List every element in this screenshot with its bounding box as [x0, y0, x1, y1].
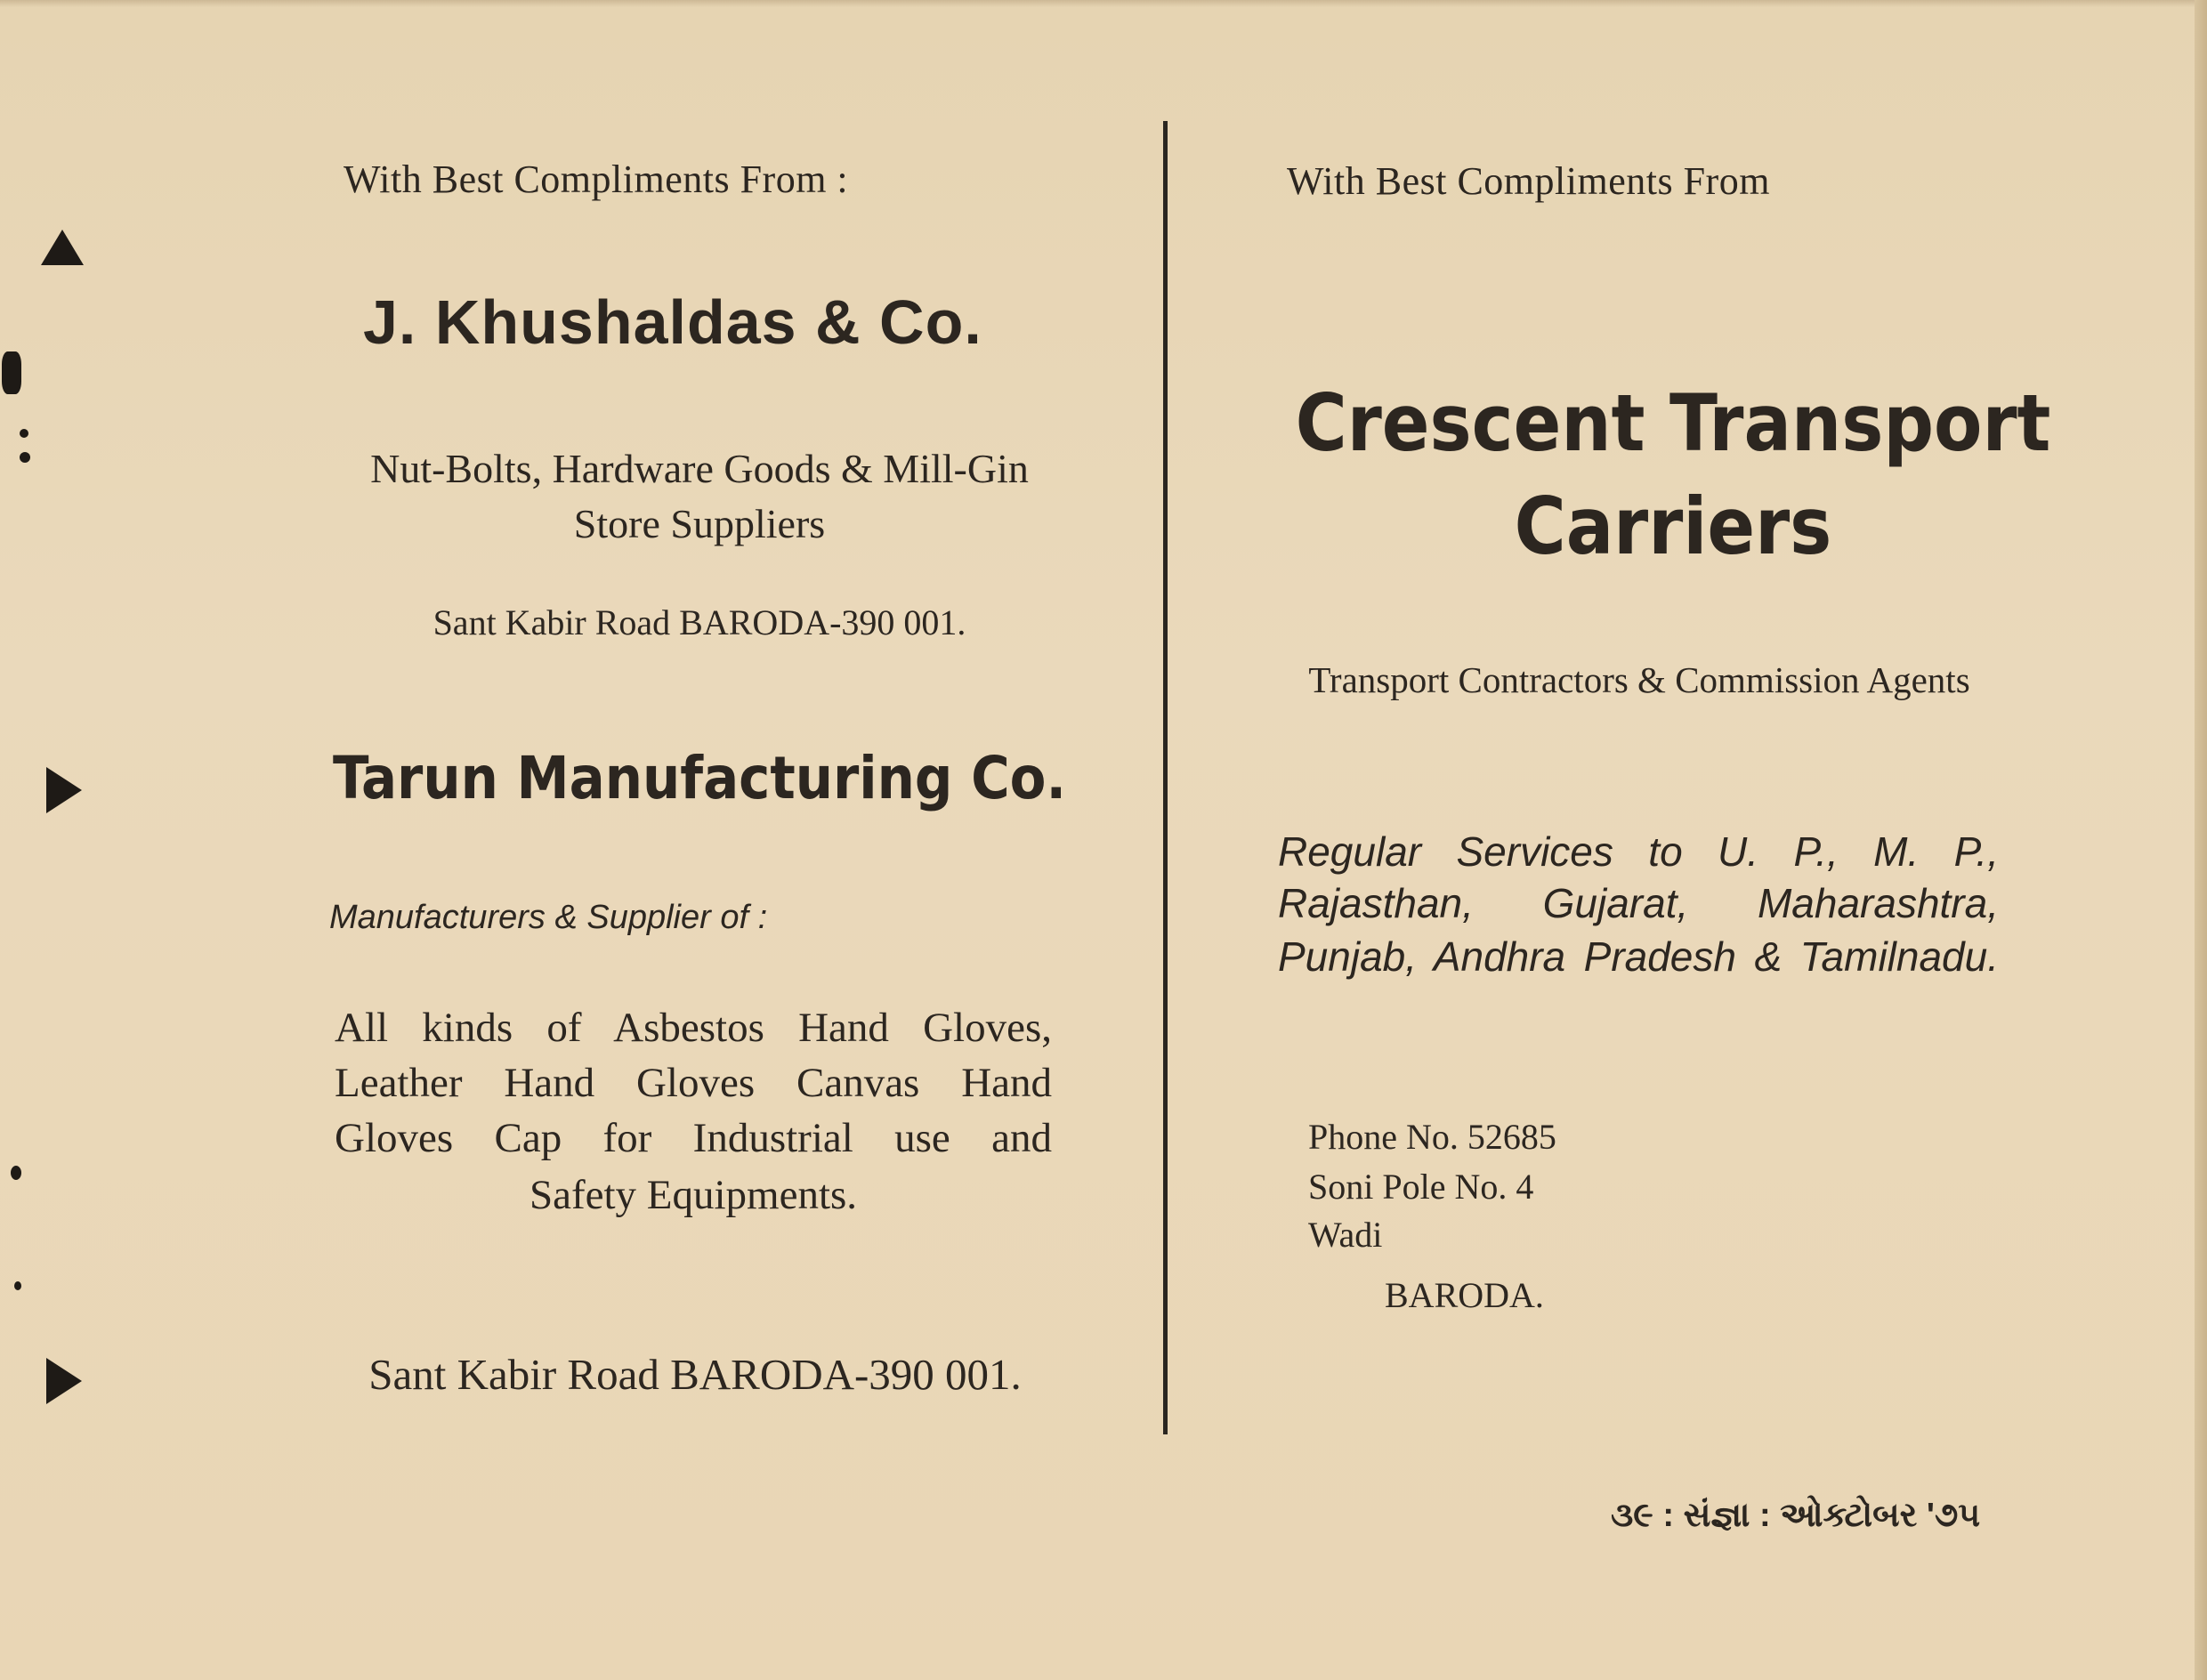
column-divider — [1163, 121, 1168, 1434]
page-right-edge — [2195, 0, 2207, 1680]
crescent-address-line1: Soni Pole No. 4 — [1308, 1167, 1534, 1207]
page-footer-marker: ૩૯ : સંજ્ઞા : ઓક્ટોબર '૭૫ — [1611, 1497, 1981, 1534]
company-name-khushaldas: J. Khushaldas & Co. — [363, 287, 982, 357]
crescent-services-line2: Rajasthan, Gujarat, Maharashtra, — [1278, 880, 1999, 926]
tarun-products-line1: All kinds of Asbestos Hand Gloves, — [335, 1005, 1052, 1051]
binding-hole-icon — [20, 429, 28, 438]
tarun-subtitle: Manufacturers & Supplier of : — [329, 899, 768, 936]
company-name-tarun: Tarun Manufacturing Co. — [332, 744, 1067, 812]
crescent-address-line2: Wadi — [1308, 1215, 1383, 1255]
tarun-products-line3: Gloves Cap for Industrial use and — [335, 1115, 1052, 1161]
binding-hole-icon — [2, 351, 21, 394]
page-top-edge — [0, 0, 2207, 7]
tarun-address: Sant Kabir Road BARODA-390 001. — [368, 1350, 1022, 1399]
binding-hole-icon — [14, 1281, 21, 1290]
khushaldas-description-line1: Nut-Bolts, Hardware Goods & Mill-Gin — [370, 446, 1029, 491]
left-compliments-heading: With Best Compliments From : — [344, 158, 849, 201]
khushaldas-address: Sant Kabir Road BARODA-390 001. — [433, 602, 966, 642]
company-name-crescent-line1: Crescent Transport — [1295, 377, 2051, 469]
crescent-tagline: Transport Contractors & Commission Agents — [1308, 659, 1970, 700]
binding-hole-icon — [46, 1358, 82, 1404]
company-name-crescent-line2: Carriers — [1514, 481, 1832, 572]
crescent-services-line3: Punjab, Andhra Pradesh & Tamilnadu. — [1278, 933, 1999, 980]
right-compliments-heading: With Best Compliments From — [1287, 159, 1770, 203]
tarun-products-line4: Safety Equipments. — [529, 1172, 858, 1218]
crescent-phone: Phone No. 52685 — [1308, 1117, 1556, 1157]
binding-hole-icon — [11, 1166, 21, 1180]
tarun-products-line2: Leather Hand Gloves Canvas Hand — [335, 1060, 1052, 1106]
khushaldas-description-line2: Store Suppliers — [573, 501, 826, 546]
crescent-services-line1: Regular Services to U. P., M. P., — [1278, 828, 1999, 875]
binding-hole-icon — [46, 767, 82, 813]
binding-hole-icon — [20, 452, 30, 463]
crescent-city: BARODA. — [1385, 1275, 1544, 1315]
binding-hole-icon — [41, 230, 84, 265]
